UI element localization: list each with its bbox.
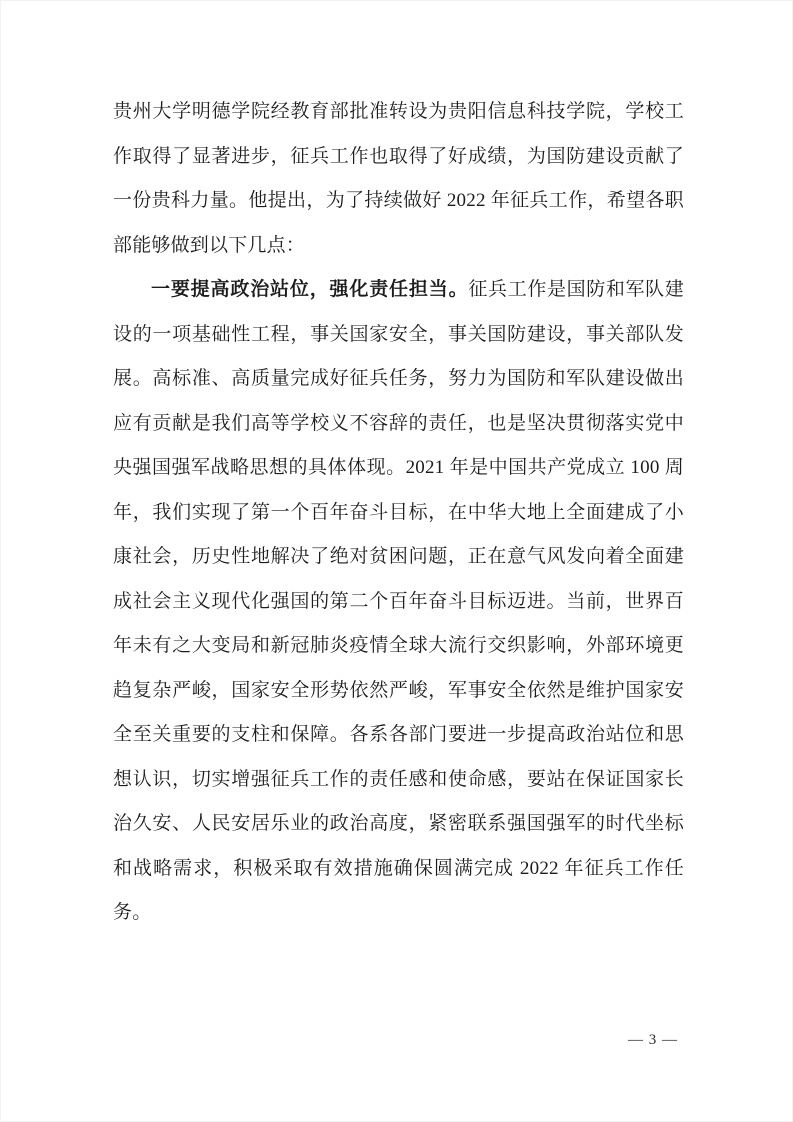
paragraph-text: 贵州大学明德学院经教育部批准转设为贵阳信息科技学院，学校工作取得了显著进步，征兵工作也取得了好成绩，为国防建设贡献了一份贵科力量。他提出，为了持续做好 2022 年征兵工作，希望各职部能够做到以下几点： [113,101,684,256]
paragraph-text: 征兵工作是国防和军队建设的一项基础性工程，事关国家安全，事关国防建设，事关部队发展。高标准、高质量完成好征兵任务，努力为国防和军队建设做出应有贡献是我们高等学校义不容辞的责任，也是坚决贯彻落实党中央强国强军战略思想的具体体现。2021 年是中国共产党成立 100 周年，我们实现了第一个百年奋斗目标，在中华大地上全面建成了小康社会，历史性地解决了绝对贫困问题，正在意气风发向着全面建成社会主义现代化强国的第二个百年奋斗目标迈进。当前，世界百年未有之大变局和新冠肺炎疫情全球大流行交织影响，外部环境更趋复杂严峻，国家安全形势依然严峻，军事安全依然是维护国家安全至关重要的支柱和保障。各系各部门要进一步提高政治站位和思想认识，切实增强征兵工作的责任感和使命感，要站在保证国家长治久安、人民安居乐业的政治高度，紧密联系强国强军的时代坐标和战略需求，积极采取有效措施确保圆满完成 2022 年征兵工作任务。 [113,279,685,923]
paragraph-bold-lead: 一要提高政治站位，强化责任担当。 [151,279,469,300]
page-number: — 3 — [628,1032,678,1048]
paragraph-continuation [113,90,684,268]
document-body [113,90,684,936]
paragraph-point-one [113,268,684,936]
